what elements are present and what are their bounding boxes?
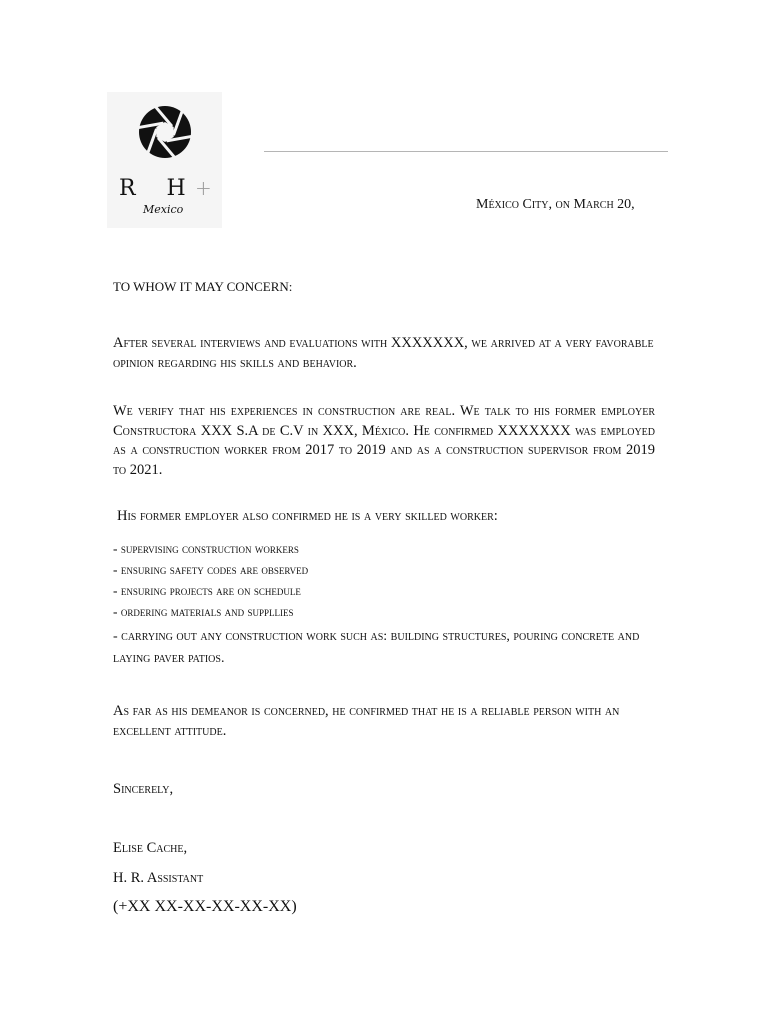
logo-script-text: Mexico <box>143 203 184 216</box>
duty-item: - ordering materials and suppllies <box>113 604 294 619</box>
signatory-title: H. R. Assistant <box>113 870 204 886</box>
company-logo <box>107 92 222 228</box>
duty-item: - ensuring safety codes are observed <box>113 562 309 577</box>
closing: Sincerely, <box>113 781 174 797</box>
signatory-name: Elise Cache, <box>113 840 188 856</box>
salutation: TO WHOW IT MAY CONCERN: <box>113 279 293 294</box>
paragraph-verification: We verify that his experiences in construction are real. We talk to his former employer Constructora XXX S.A de C.V in XXX, México. He confirmed XXXXXXX was employed as a construction worker from 2017 to 2019 and as a construction supervisor from 2019 to 2021. <box>113 403 655 478</box>
logo-letters: R H <box>119 176 198 201</box>
paragraph-intro: After several interviews and evaluations with XXXXXXX, we arrived at a very favorable opinion regarding his skills and behavior. <box>113 335 654 371</box>
letter-date: México City, on March 20, <box>476 197 635 212</box>
duty-item: - supervising construction workers <box>113 541 299 556</box>
duty-item: - ensuring projects are on schedule <box>113 583 301 598</box>
paragraph-skills-intro: His former employer also confirmed he is a very skilled worker: <box>117 508 498 524</box>
duty-item: - carrying out any construction work such as: building structures, pouring concrete and laying paver patios. <box>113 629 640 666</box>
header-divider <box>264 151 668 152</box>
logo-plus: + <box>195 176 212 200</box>
signatory-phone: (+XX XX-XX-XX-XX-XX) <box>113 898 297 915</box>
paragraph-demeanor: As far as his demeanor is concerned, he confirmed that he is a reliable person with an excellent attitude. <box>113 703 620 739</box>
camera-aperture-icon <box>138 105 192 159</box>
